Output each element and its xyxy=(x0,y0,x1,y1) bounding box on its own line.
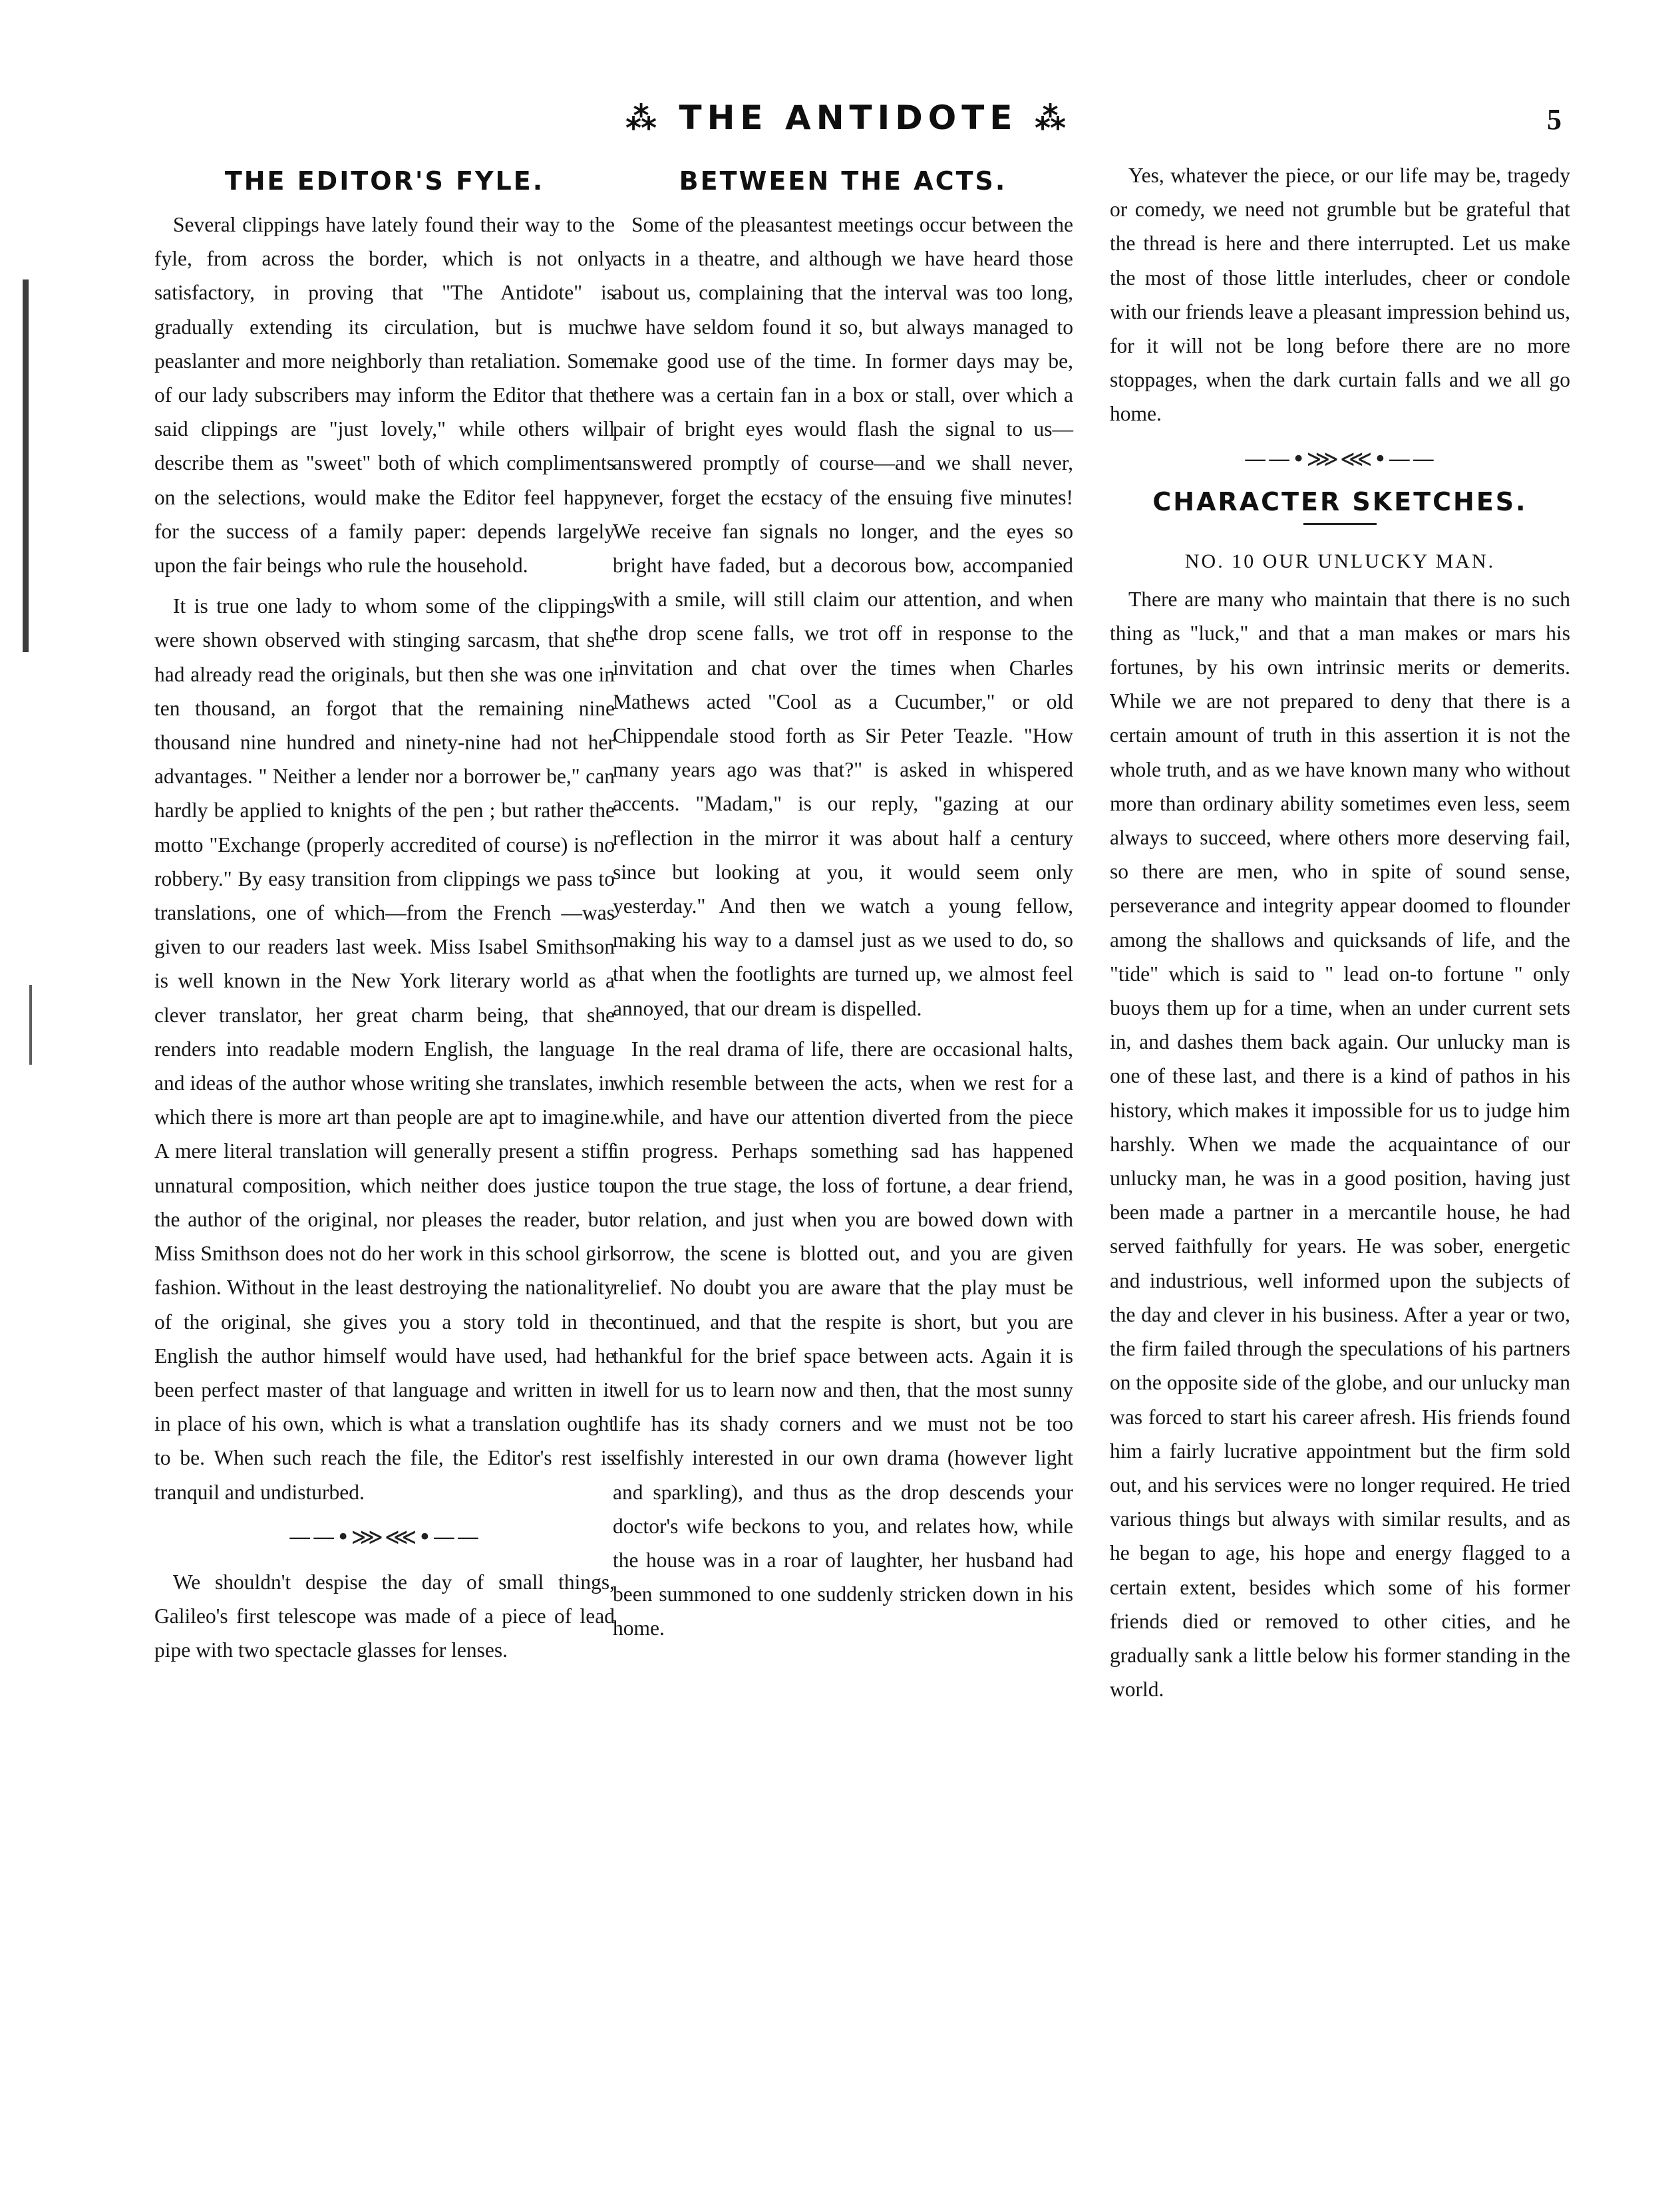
scan-margin-mark xyxy=(29,985,32,1065)
column-editors-fyle xyxy=(154,166,615,1674)
between-acts-heading: BETWEEN THE ACTS. xyxy=(679,166,1007,196)
editors-fyle-heading: THE EDITOR'S FYLE. xyxy=(224,166,545,196)
between-acts-paragraph-1: Some of the pleasantest meetings occur between the acts in a theatre, and although we have heard those about us, complaining that the interval was too long, we have seldom found it so, but always managed to make good use of the time. In former days may be, there was a certain fan in a box or stall, over which a pair of bright eyes would flash the signal to us—answered promptly of course—and we shall never, never, forget the ecstacy of the ensuing five minutes! We receive fan signals no longer, and the eyes so bright have faded, but a decorous bow, accompanied with a smile, will still claim our attention, and when the drop scene falls, we trot off in response to the invitation and chat over the times when Charles Mathews acted "Cool as a Cucumber," or old Chippendale stood forth as Sir Peter Teazle. "How many years ago was that?" is asked in whispered accents. "Madam," is our reply, "gazing at our reflection in the mirror it was about half a century since but looking at you, it would seem only yesterday." And then we watch a young fellow, making his way to a damsel just as we used to do, so that when the footlights are turned up, we almost feel annoyed, that our dream is dispelled. xyxy=(613,213,1073,1020)
sketch-subheading: NO. 10 OUR UNLUCKY MAN. xyxy=(1184,550,1496,572)
masthead-title-group xyxy=(625,98,1071,137)
heading-rule xyxy=(1303,523,1377,525)
newspaper-title: THE ANTIDOTE xyxy=(679,98,1018,137)
scan-margin-mark xyxy=(23,279,29,652)
masthead xyxy=(0,98,1680,145)
page-number: 5 xyxy=(1547,103,1562,136)
ornament-left-icon: ⁂ xyxy=(625,100,663,136)
section-divider-ornament: ——•⋙⋘•—— xyxy=(1244,445,1436,472)
section-divider-ornament: ——•⋙⋘•—— xyxy=(288,1523,481,1551)
galileo-filler-paragraph: We shouldn't despise the day of small things, Galileo's first telescope was made of a piece of lead pipe with two spectacle glasses for lenses. xyxy=(154,1570,615,1662)
between-acts-continuation: Yes, whatever the piece, or our life may be, tragedy or comedy, we need not grumble but be grateful that the thread is here and there interrupted. Let us make the most of those little interludes, cheer or condole with our friends leave a pleasant impression behind us, for it will not be long before there are no more stoppages, when the dark curtain falls and we all go home. xyxy=(1110,164,1570,426)
ornament-right-icon: ⁂ xyxy=(1034,100,1072,136)
unlucky-man-paragraph: There are many who maintain that there is no such thing as "luck," and that a man makes or mars his fortunes, by his own intrinsic merits or demerits. While we are not prepared to deny that there is a certain amount of truth in this assertion it is not the whole truth, and as we have known many who without more than ordinary ability sometimes even less, seem always to succeed, where others more deserving fail, so there are men, who in spite of sound sense, perseverance and integrity appear doomed to flounder among the shallows and quicksands of life, and the "tide" which is said to " lead on-to fortune " only buoys them up for a time, when an under current sets in, and dashes them back again. Our unlucky man is one of these last, and there is a kind of pathos in his history, which makes it impossible for us to judge him harshly. When we made the acquaintance of our unlucky man, he was in a good position, having just been made a partner in a mercantile house, he had served faithfully for years. He was sober, energetic and industrious, well informed upon the subjects of the day and clever in his business. After a year or two, the firm failed through the speculations of his partners on the opposite side of the globe, and our unlucky man was forced to start his career afresh. His friends found him a fairly lucrative appointment but the firm sold out, and his services were no longer required. He tried various things but always with similar results, and as he began to age, his hope and energy flagged to a certain extent, besides which some of his former friends died or removed to other cities, and he gradually sank a little below his former standing in the world. xyxy=(1110,587,1570,1702)
character-sketches-heading: CHARACTER SKETCHES. xyxy=(1152,486,1528,516)
editors-fyle-paragraph-1: Several clippings have lately found their way to the fyle, from across the border, which is not only satisfactory, in proving that "The Antidote" is gradually extending its circulation, but is much peaslanter and more neighborly than retaliation. Some of our lady subscribers may inform the Editor that the said clippings are "just lovely," while others will describe them as "sweet" both of which compliments on the selections, would make the Editor feel happy for the success of a family paper: depends largely upon the fair beings who rule the household. xyxy=(154,213,615,578)
column-character-sketches xyxy=(1110,158,1570,1713)
between-acts-paragraph-2: In the real drama of life, there are occasional halts, which resemble between the acts, when we rest for a while, and have our attention diverted from the piece in progress. Perhaps something sad has happened upon the true stage, the loss of fortune, a dear friend, or relation, and just when you are bowed down with sorrow, the scene is blotted out, and you are given relief. No doubt you are aware that the play must be continued, and that the respite is short, but you are thankful for the brief space between acts. Again it is well for us to learn now and then, that the most sunny life has its shady corners and we must not be too selfishly interested in our own drama (however light and sparkling), and thus as the drop descends your doctor's wife beckons to you, and relates how, while the house was in a roar of laughter, her husband had been summoned to one suddenly stricken down in his home. xyxy=(613,1037,1073,1640)
column-between-acts xyxy=(613,166,1073,1652)
editors-fyle-paragraph-2: It is true one lady to whom some of the clippings were shown observed with stinging sarcasm, that she had already read the originals, but then she was one in ten thousand, an forgot that the remaining nine thousand nine hundred and ninety-nine had not her advantages. " Neither a lender nor a borrower be," can hardly be applied to knights of the pen ; but rather the motto "Exchange (properly accredited of course) is no robbery." By easy transition from clippings we pass to translations, one of which—from the French —was given to our readers last week. Miss Isabel Smithson is well known in the New York literary world as a clever translator, her great charm being, that she renders into readable modern English, the language and ideas of the author whose writing she translates, in which there is more art than people are apt to imagine. A mere literal translation will generally present a stiff unnatural composition, which neither does justice to the author of the original, nor pleases the reader, but Miss Smithson does not do her work in this school girl fashion. Without in the least destroying the nationality of the original, she gives you a story told in the English the author himself would have used, had he been perfect master of that language and written in it in place of his own, which is what a translation ought to be. When such reach the file, the Editor's rest is tranquil and undisturbed. xyxy=(154,594,615,1504)
